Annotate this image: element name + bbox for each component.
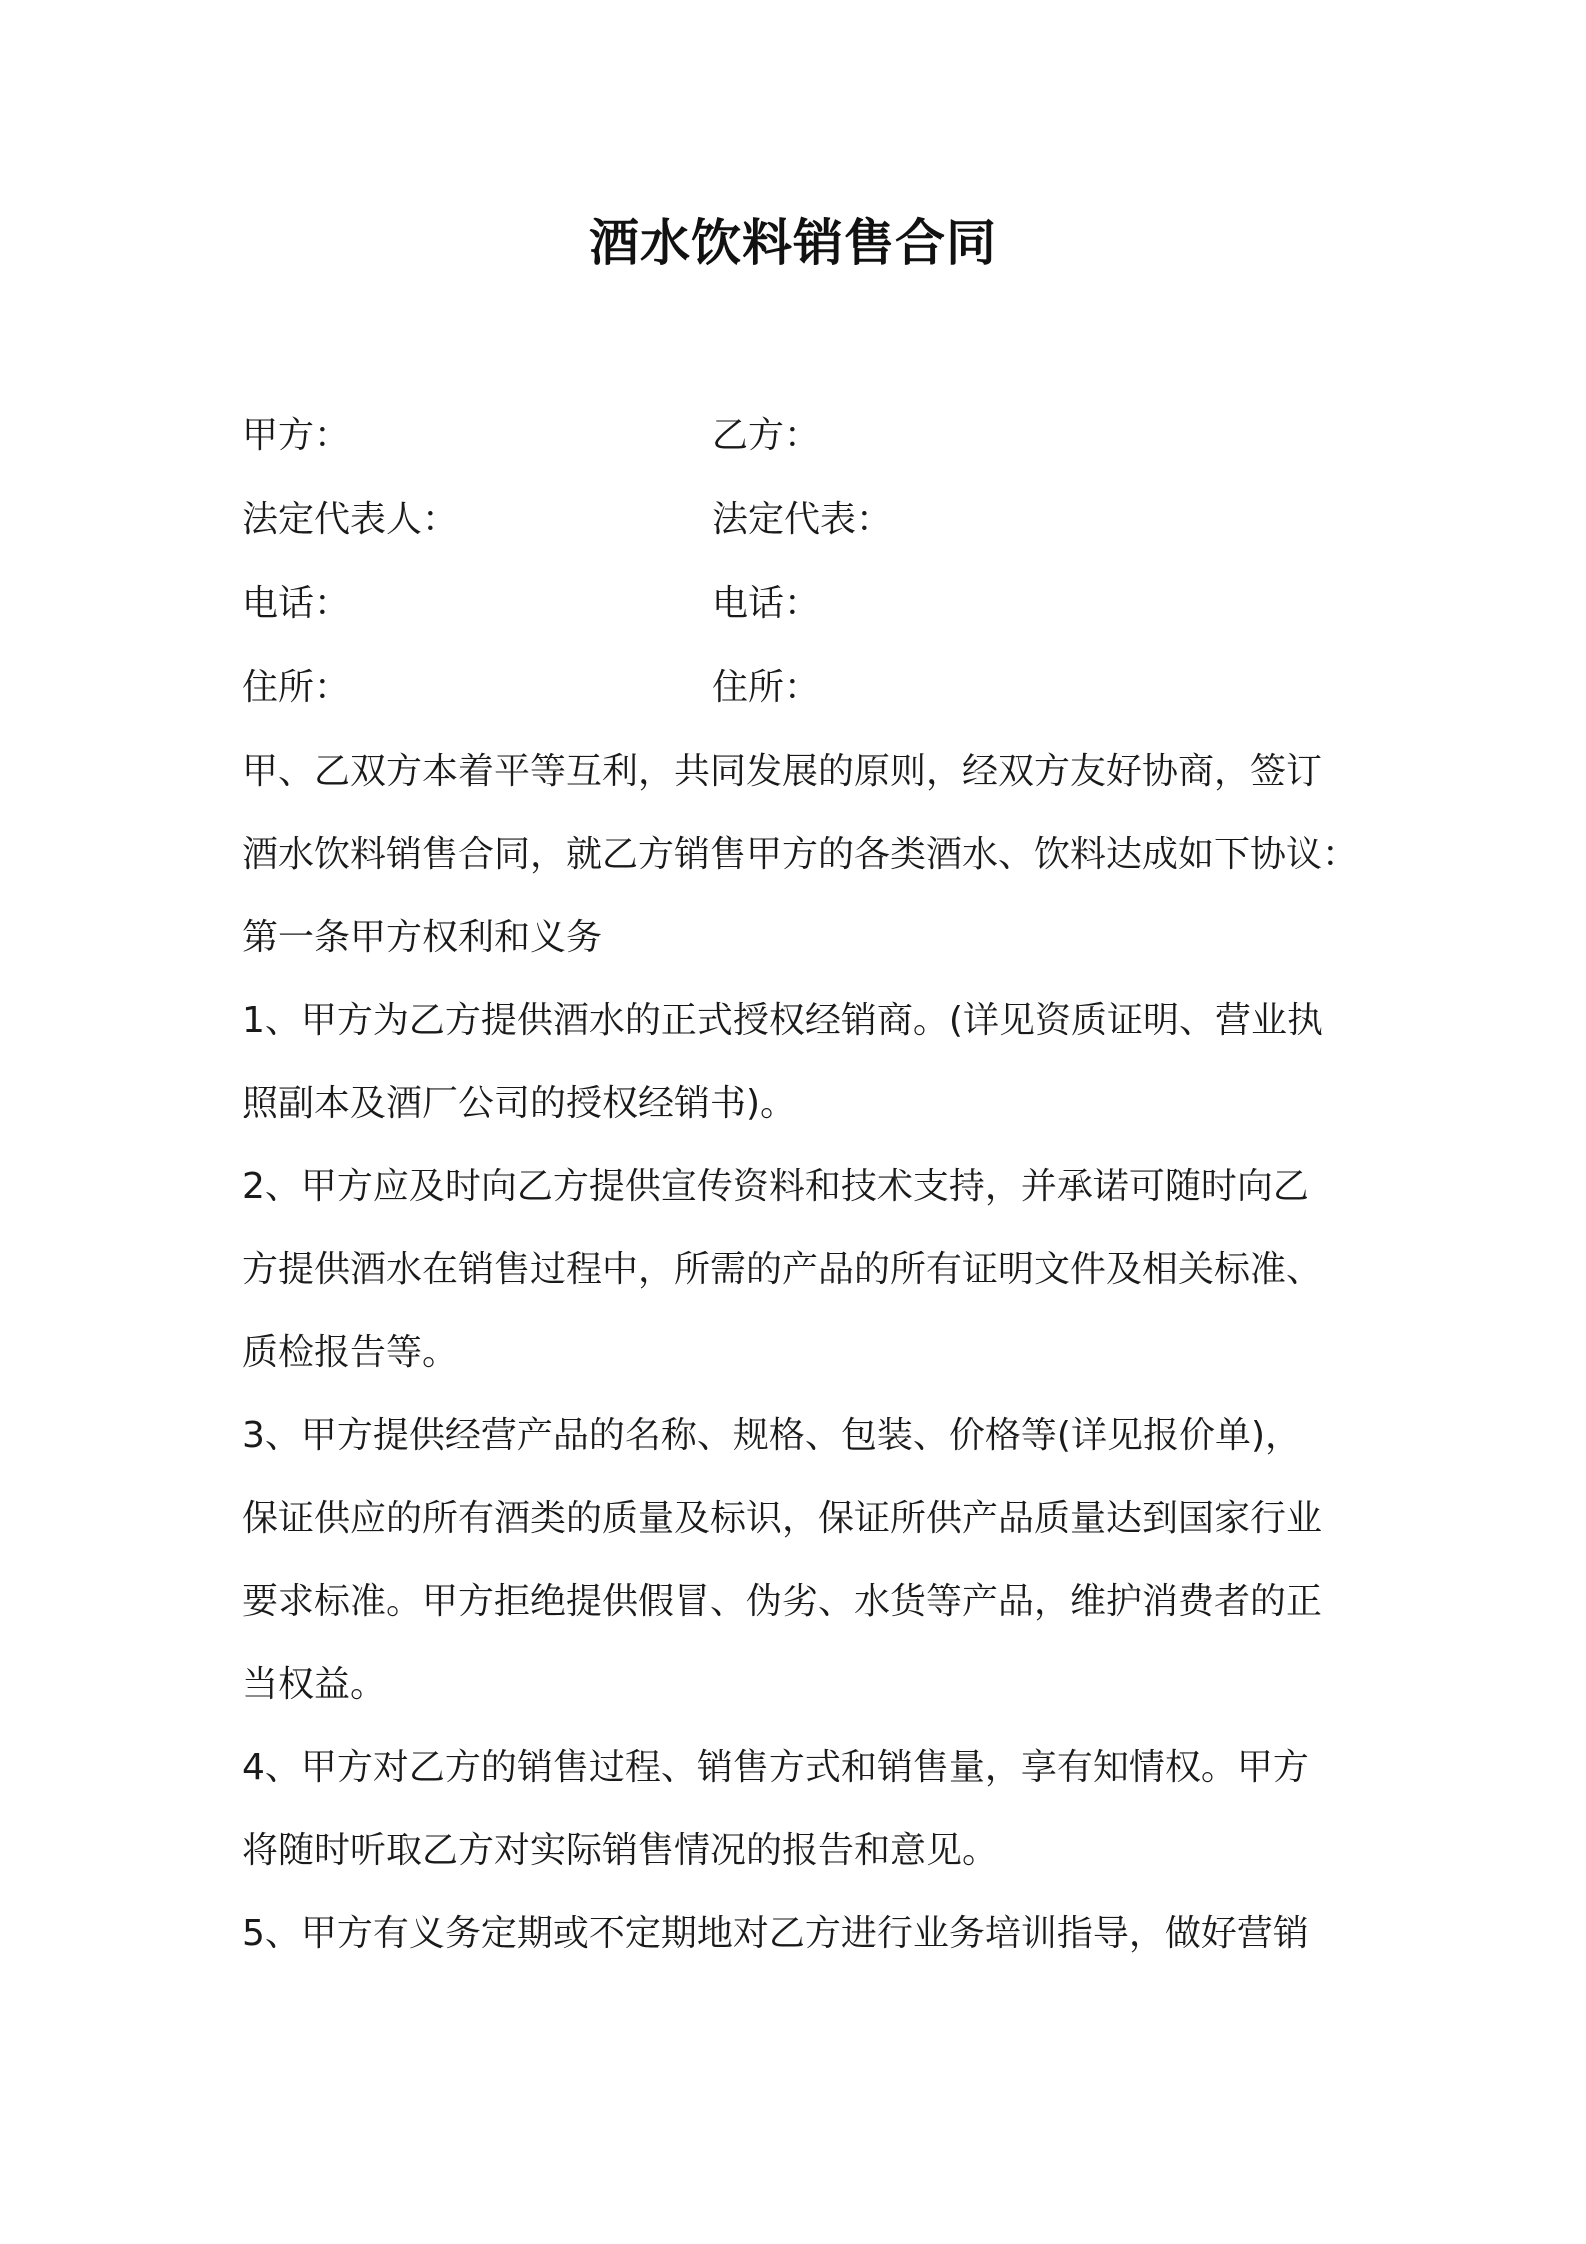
party-a-address-label: 住所： (242, 667, 351, 708)
body-line-clause-2a: 2、甲方应及时向乙方提供宣传资料和技术支持，并承诺可随时向乙 (242, 1166, 1309, 1207)
body-line-clause-3d: 当权益。 (242, 1664, 387, 1705)
party-a-label: 甲方： (242, 415, 351, 456)
body-line-clause-5a: 5、甲方有义务定期或不定期地对乙方进行业务培训指导，做好营销 (242, 1913, 1309, 1954)
party-row-phone (242, 568, 1362, 652)
body-line-preamble-1: 甲、乙双方本着平等互利，共同发展的原则，经双方友好协商，签订 (242, 751, 1323, 792)
body-line-preamble-2: 酒水饮料销售合同，就乙方销售甲方的各类酒水、饮料达成如下协议： (242, 834, 1359, 875)
body-line-clause-1a: 1、甲方为乙方提供酒水的正式授权经销商。(详见资质证明、营业执 (242, 1000, 1323, 1041)
party-b-address-label: 住所： (712, 667, 821, 708)
party-a-representative-label: 法定代表人： (242, 499, 459, 540)
party-row-representative (242, 484, 1362, 568)
party-row-a (242, 400, 1362, 484)
party-row-address (242, 652, 1362, 736)
body-line-clause-2c: 质检报告等。 (242, 1332, 459, 1373)
document-title: 酒水饮料销售合同 (589, 214, 997, 272)
body-line-clause-4b: 将随时听取乙方对实际销售情况的报告和意见。 (242, 1830, 999, 1871)
party-b-representative-label: 法定代表： (712, 499, 893, 540)
party-b-phone-label: 电话： (712, 583, 821, 624)
body-line-clause-1b: 照副本及酒厂公司的授权经销书)。 (242, 1083, 797, 1124)
party-info-grid (242, 400, 1362, 736)
body-line-clause-2b: 方提供酒水在销售过程中，所需的产品的所有证明文件及相关标准、 (242, 1249, 1323, 1290)
body-line-clause-4a: 4、甲方对乙方的销售过程、销售方式和销售量，享有知情权。甲方 (242, 1747, 1309, 1788)
section-heading-article-1: 第一条甲方权利和义务 (242, 917, 603, 958)
body-line-clause-3b: 保证供应的所有酒类的质量及标识，保证所供产品质量达到国家行业 (242, 1498, 1323, 1539)
party-a-phone-label: 电话： (242, 583, 351, 624)
body-line-clause-3c: 要求标准。甲方拒绝提供假冒、伪劣、水货等产品，维护消费者的正 (242, 1581, 1323, 1622)
contract-body (242, 730, 1359, 1975)
party-b-label: 乙方： (712, 415, 821, 456)
body-line-clause-3a: 3、甲方提供经营产品的名称、规格、包装、价格等(详见报价单)， (242, 1415, 1301, 1456)
